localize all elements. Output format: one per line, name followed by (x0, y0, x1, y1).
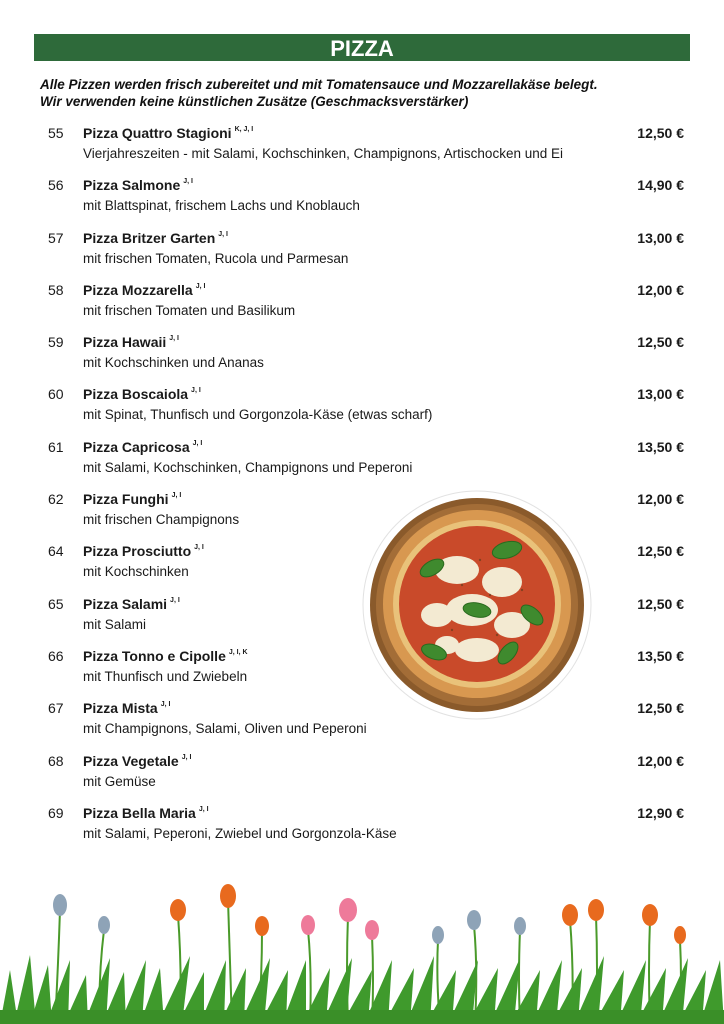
item-name: Pizza Mozzarella (83, 281, 193, 298)
item-price: 12,00 € (637, 752, 684, 769)
item-name: Pizza Salmone (83, 177, 181, 194)
allergen-codes: J, I (195, 282, 206, 290)
item-number: 67 (48, 700, 64, 717)
item-name-wrap (83, 177, 193, 193)
item-name: Pizza Boscaiola (83, 386, 189, 403)
item-name-wrap (83, 543, 204, 559)
item-name-wrap (83, 648, 248, 664)
item-price: 12,90 € (637, 804, 684, 821)
menu-item (0, 383, 724, 435)
item-description: mit Salami, Kochschinken, Champignons und Peperoni (83, 459, 413, 475)
allergen-codes: J, I (194, 544, 204, 552)
item-price: 12,50 € (637, 543, 684, 560)
page-title: PIZZA (330, 36, 394, 61)
item-price: 12,50 € (637, 125, 684, 141)
allergen-codes: J, I (181, 753, 192, 761)
item-name-wrap (83, 753, 191, 769)
page-title-bar (34, 34, 690, 61)
item-price: 13,00 € (637, 229, 684, 246)
item-number: 56 (48, 177, 64, 194)
item-number: 69 (48, 804, 64, 821)
intro-line-1: Alle Pizzen werden frisch zubereitet und mit Tomatensauce und Mozzarellakäse belegt. (40, 77, 598, 92)
allergen-codes: J, I, K (228, 648, 248, 656)
item-price: 13,00 € (637, 386, 684, 403)
allergen-codes: J, I (183, 178, 193, 186)
item-number: 65 (48, 595, 64, 612)
menu-item (0, 174, 724, 226)
allergen-codes: J, I (192, 439, 203, 447)
item-name: Pizza Bella Maria (83, 804, 196, 821)
item-price: 12,50 € (637, 700, 684, 717)
item-price: 13,50 € (637, 647, 684, 664)
item-number: 61 (48, 438, 64, 455)
item-price: 14,90 € (637, 177, 684, 194)
tulip-flowers (53, 884, 686, 944)
item-name: Pizza Quattro Stagioni (83, 125, 232, 141)
item-description: mit Thunfisch und Zwiebeln (83, 668, 248, 684)
item-description: mit Kochschinken (83, 564, 189, 580)
item-number: 66 (48, 647, 64, 664)
item-description: mit frischen Champignons (83, 512, 240, 528)
allergen-codes: J, I (191, 387, 201, 395)
item-description: mit frischen Tomaten und Basilikum (83, 302, 296, 318)
item-name-wrap (83, 334, 179, 350)
item-name-wrap (83, 596, 180, 612)
menu-item (0, 436, 724, 488)
grass-tulips-border (0, 860, 724, 1024)
item-name: Pizza Vegetale (83, 752, 179, 769)
item-number: 57 (48, 229, 64, 246)
item-name: Pizza Funghi (83, 491, 169, 508)
menu-item (0, 750, 724, 802)
allergen-codes: J, I (170, 596, 180, 604)
menu-item (0, 802, 724, 854)
intro-text (40, 76, 690, 110)
item-name-wrap (83, 805, 209, 821)
item-name-wrap (83, 230, 228, 246)
item-name: Pizza Hawaii (83, 334, 167, 351)
item-description: mit Salami (83, 616, 147, 632)
allergen-codes: J, I (160, 701, 171, 709)
item-name: Pizza Mista (83, 700, 158, 717)
item-description: mit Kochschinken und Ananas (83, 355, 264, 371)
allergen-codes: J, I (171, 492, 182, 500)
item-description: mit Champignons, Salami, Oliven und Peperoni (83, 721, 367, 737)
item-name: Pizza Capricosa (83, 438, 190, 455)
item-number: 68 (48, 752, 64, 769)
item-description: mit frischen Tomaten, Rucola und Parmesan (83, 250, 349, 266)
item-name: Pizza Prosciutto (83, 543, 192, 560)
item-name: Pizza Tonno e Cipolle (83, 647, 226, 664)
item-name-wrap (83, 282, 205, 298)
allergen-codes: K, J, I (234, 126, 254, 133)
item-price: 12,50 € (637, 595, 684, 612)
item-number: 64 (48, 543, 64, 560)
allergen-codes: J, I (218, 230, 228, 238)
allergen-codes: J, I (198, 805, 209, 813)
item-name: Pizza Britzer Garten (83, 229, 216, 246)
item-description: mit Salami, Peperoni, Zwiebel und Gorgonzola-Käse (83, 825, 397, 841)
item-name-wrap (83, 386, 201, 402)
item-name-wrap (83, 491, 181, 507)
item-number: 59 (48, 334, 64, 351)
item-price: 12,50 € (637, 334, 684, 351)
item-description: mit Gemüse (83, 773, 156, 789)
menu-list (0, 122, 724, 854)
item-name-wrap (83, 439, 202, 455)
item-name-wrap (83, 700, 170, 716)
item-price: 12,00 € (637, 281, 684, 298)
item-number: 62 (48, 491, 64, 508)
menu-item (0, 279, 724, 331)
item-price: 13,50 € (637, 438, 684, 455)
menu-item (0, 331, 724, 383)
item-number: 55 (48, 125, 64, 141)
item-description: Vierjahreszeiten - mit Salami, Kochschinken, Champignons, Artischocken und Ei (83, 146, 563, 161)
item-name-wrap (83, 125, 253, 141)
item-name: Pizza Salami (83, 595, 168, 612)
item-description: mit Spinat, Thunfisch und Gorgonzola-Käse (etwas scharf) (83, 407, 433, 423)
item-description: mit Blattspinat, frischem Lachs und Knoblauch (83, 198, 360, 214)
menu-item (0, 227, 724, 279)
item-number: 60 (48, 386, 64, 403)
item-number: 58 (48, 281, 64, 298)
item-price: 12,00 € (637, 491, 684, 508)
allergen-codes: J, I (169, 335, 179, 343)
pizza-photo (362, 490, 592, 720)
intro-line-2: Wir verwenden keine künstlichen Zusätze (Geschmacksverstärker) (40, 94, 469, 109)
menu-item (0, 122, 724, 174)
